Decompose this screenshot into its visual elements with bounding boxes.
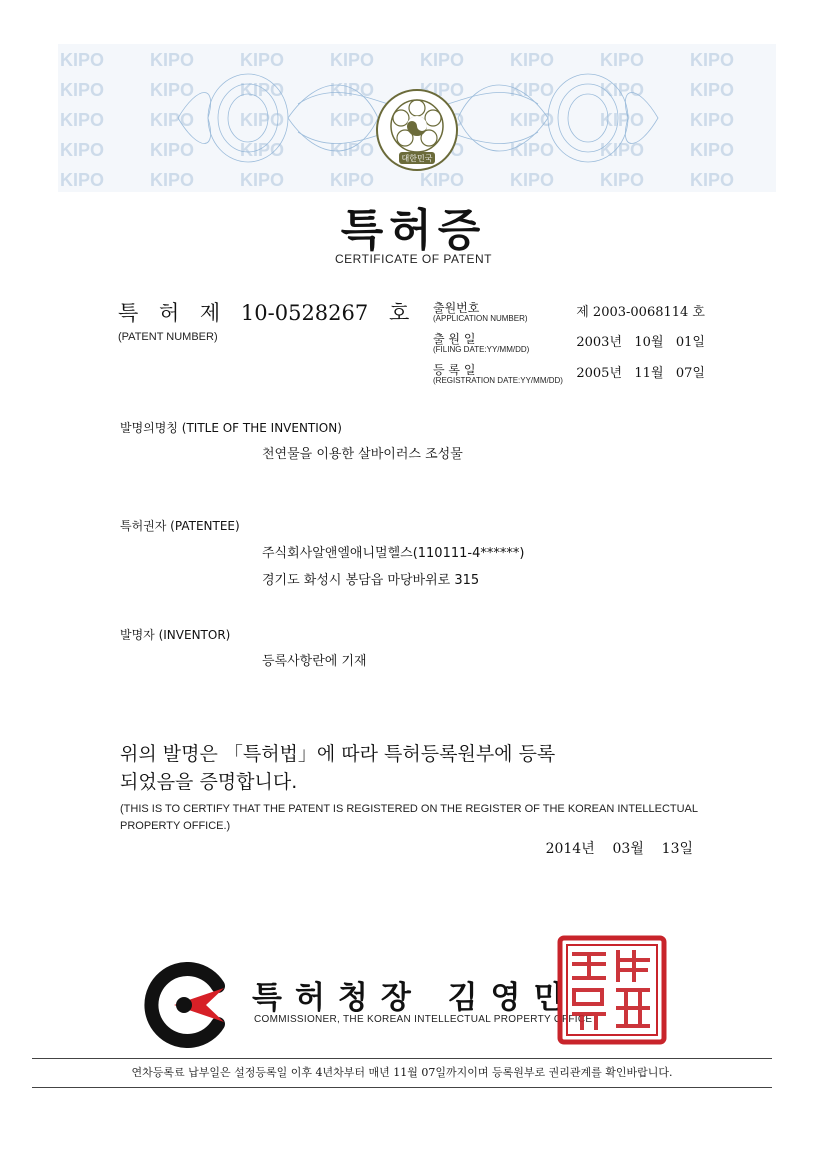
registration-date-value: 2005년 11월 07일: [576, 366, 705, 381]
patentee-name: 주식회사알앤엘애니멀헬스(110111-4******): [262, 546, 525, 561]
application-number-label-en: (APPLICATION NUMBER): [433, 314, 528, 323]
inventor-label: 발명자 (INVENTOR): [120, 628, 231, 642]
commissioner-title-en: COMMISSIONER, THE KOREAN INTELLECTUAL PROPERTY OFFICE: [254, 1014, 593, 1025]
official-seal-icon: [556, 934, 668, 1046]
emblem-text: 대한민국: [401, 154, 433, 163]
filing-date-value: 2003년 10월 01일: [576, 335, 705, 350]
commissioner-title: 특허청장 김영민: [252, 980, 577, 1016]
certification-text-en: (THIS IS TO CERTIFY THAT THE PATENT IS REGISTERED ON THE REGISTER OF THE KOREAN INTELLECTUAL PROPERTY OFFICE.): [120, 803, 698, 832]
invention-title-label: 발명의명칭 (TITLE OF THE INVENTION): [120, 421, 342, 435]
issue-date: 2014년 03월 13일: [545, 841, 693, 857]
application-number-value: 제 2003-0068114 호: [576, 305, 705, 320]
patent-number-value: 10-0528267: [240, 301, 369, 325]
registration-date-label-en: (REGISTRATION DATE:YY/MM/DD): [433, 376, 563, 385]
registration-date-label: 등 록 일: [433, 363, 476, 377]
patentee-address: 경기도 화성시 봉담읍 마당바위로 315: [262, 573, 480, 588]
patent-number-label: 특 허 제: [118, 301, 221, 325]
filing-date-label-en: (FILING DATE:YY/MM/DD): [433, 345, 530, 354]
inventor-value: 등록사항란에 기재: [262, 654, 367, 669]
invention-title-value: 천연물을 이용한 살바이러스 조성물: [262, 447, 463, 462]
patentee-label: 특허권자 (PATENTEE): [120, 519, 240, 533]
national-emblem-icon: [371, 84, 463, 176]
patent-number: [118, 297, 409, 327]
certificate-title-en: CERTIFICATE OF PATENT: [335, 252, 492, 266]
filing-date-label: 출 원 일: [433, 332, 476, 346]
patent-number-suffix: 호: [388, 301, 410, 325]
footer-notice: 연차등록료 납부일은 설정등록일 이후 4년차부터 매년 11월 07일까지이며 등록원부로 권리관계를 확인바랍니다.: [32, 1058, 772, 1088]
certificate-title: 특허증: [340, 205, 487, 256]
certification-line-2: 되었음을 증명합니다.: [120, 771, 298, 793]
certification-line-1: 위의 발명은 「특허법」에 따라 특허등록원부에 등록: [120, 743, 556, 765]
certification-text: [120, 740, 720, 796]
patent-number-label-en: (PATENT NUMBER): [118, 331, 218, 343]
kipo-logo-icon: [144, 962, 230, 1048]
application-number-label: 출원번호: [433, 301, 480, 315]
